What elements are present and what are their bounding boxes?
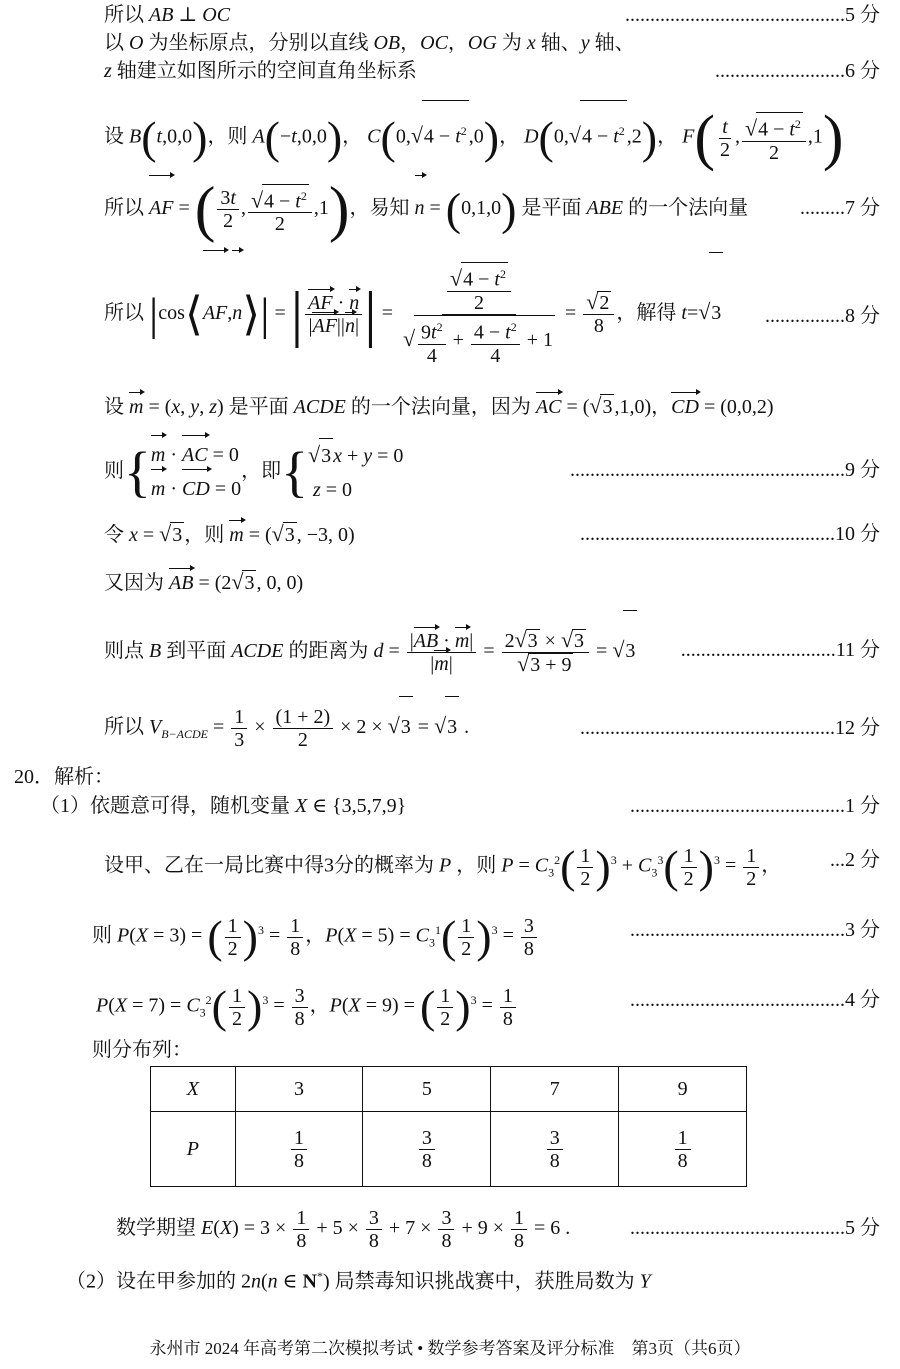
vector-af: AF — [149, 178, 173, 238]
score-10: ...................................................10 分 — [580, 523, 880, 545]
q20-part1-line3: 则 P(X = 3) = ( $\frac{1}{2}$ )$^3$ = $\frac{1}{8}$ ，$P(X = 5) = C_3^1$( $\frac{1}{2}$ )$^3$ = $\frac{3}{8}$ — [92, 900, 539, 973]
q19-line-1: 所以 AB ⊥ OC — [104, 4, 231, 26]
row-header-x: X — [151, 1067, 236, 1112]
p-value: $\frac{1}{8}$ — [619, 1112, 747, 1187]
score-5-expectation: ...........................................5 分 — [630, 1217, 880, 1239]
score-5: ............................................5 分 — [625, 4, 880, 26]
row-header-p: P — [151, 1112, 236, 1187]
q19-line-2: 以 O 为坐标原点，分别以直线 OB，OC，OG 为 x 轴、y 轴、 — [104, 32, 635, 54]
q19-line-12-volume: 所以 $V_{B-ACDE}$ = $\frac{1}{3}$ × $\frac{(1 + 2)}{2}$ × 2 × √3 = √3 . — [104, 696, 469, 764]
q19-line-10: 又因为 AB = (2√3 , 0, 0) — [104, 569, 304, 594]
score-8: ................8 分 — [765, 305, 880, 327]
table-row-p — [151, 1112, 747, 1187]
score-3: ...........................................3 分 — [630, 919, 880, 941]
x-value: 9 — [619, 1067, 747, 1112]
distribution-label: 则分布列： — [92, 1039, 192, 1061]
q20-part1-line1: （1）依题意可得，随机变量 X ∈ {3,5,7,9} — [40, 795, 407, 817]
q19-line-5-af-vector: 所以 AF = ( $\frac{3t}{2}$ , $\frac{√4 - t^2}{2}$ ,1)，易知 n = (0,1,0) 是平面 ABE 的一个法向量 — [104, 175, 749, 244]
q19-line-4-coordinates: 设 B(t,0,0)，则 A(−t,0,0)， $C(0,√4 - t^2$ ,0)， $D(0,√4 - t^2$ ,2)， F( $\frac{t}{2}$ , $\frac{√4 - t^2}{2}$ ,1) — [104, 100, 844, 169]
table-row-x — [151, 1067, 747, 1112]
x-value: 7 — [491, 1067, 619, 1112]
score-1: ...........................................1 分 — [630, 795, 880, 817]
q19-line-8-system: 则{ m · AC = 0 m · CD = 0 ，即{ √3 x + y = 0 z = 0 — [104, 436, 403, 507]
score-2: ...2 分 — [830, 849, 880, 871]
score-4: ...........................................4 分 — [630, 989, 880, 1011]
score-9: .......................................................9 分 — [570, 459, 880, 481]
q20-part2: （2）设在甲参加的 2n(n ∈ N*) 局禁毒知识挑战赛中，获胜局数为 Y — [66, 1269, 651, 1293]
q19-line-7-normal-m: 设 m = (x, y, z) 是平面 ACDE 的一个法向量，因为 AC = (√3 ,1,0)，CD = (0,0,2) — [104, 393, 774, 418]
score-6: ..........................6 分 — [715, 60, 880, 82]
p-value: $\frac{3}{8}$ — [491, 1112, 619, 1187]
q20-title: 20．解析： — [14, 766, 114, 788]
score-12: ...................................................12 分 — [580, 717, 880, 739]
q20-part1-line2: 设甲、乙在一局比赛中得3分的概率为 P ，则 $P = C_3^2$( $\frac{1}{2}$ )$^3 + C_3^3$( $\frac{1}{2}$ )$^3$ = $\frac{1}{2}$ ， — [104, 841, 782, 893]
score-7: .........7 分 — [800, 197, 880, 219]
x-value: 5 — [363, 1067, 491, 1112]
page-footer: 永州市 2024 年高考第二次模拟考试 • 数学参考答案及评分标准 第3页（共6页） — [149, 1339, 751, 1358]
q19-line-11-distance: 则点 B 到平面 ACDE 的距离为 d = $\frac{|AB \cdot m|}{|m|}$ = $\frac{2√3 \times √3}{√3 + 9}$ = √3 — [104, 610, 637, 691]
q20-expectation: 数学期望 E(X) = 3 × $\frac{1}{8}$ + 5 × $\frac{3}{8}$ + 7 × $\frac{3}{8}$ + 9 × $\frac{1}{8}$ = 6 . — [116, 1206, 571, 1252]
distribution-table — [150, 1066, 747, 1187]
q19-line-3: z 轴建立如图所示的空间直角坐标系 — [104, 60, 417, 82]
text: 所以 — [104, 4, 149, 26]
p-value: $\frac{1}{8}$ — [235, 1112, 363, 1187]
q19-line-9: 令 x = √3 ，则 m = (√3 , −3, 0) — [104, 521, 355, 546]
p-value: $\frac{3}{8}$ — [363, 1112, 491, 1187]
score-11: ...............................11 分 — [680, 639, 880, 661]
q20-part1-line4: $P(X = 7) = C_3^2$( $\frac{1}{2}$ )$^3$ = $\frac{3}{8}$ ，P(X = 9) = ( $\frac{1}{2}$ )$^3$ = $\frac{1}{8}$ — [96, 970, 518, 1043]
q19-line-6-cosine: 所以 |cos⟨AF,n⟩| = | $\frac{AF \cdot n}{|AF||n|}$ | = $\frac{√4 - t^2}{2}$ √ $\frac{9t^2}{4}$ + $\frac{4 - t^2}{4}$ + 1 = $\frac{√2}{8}$ ，解得 t=√3 — [104, 252, 723, 373]
x-value: 3 — [235, 1067, 363, 1112]
